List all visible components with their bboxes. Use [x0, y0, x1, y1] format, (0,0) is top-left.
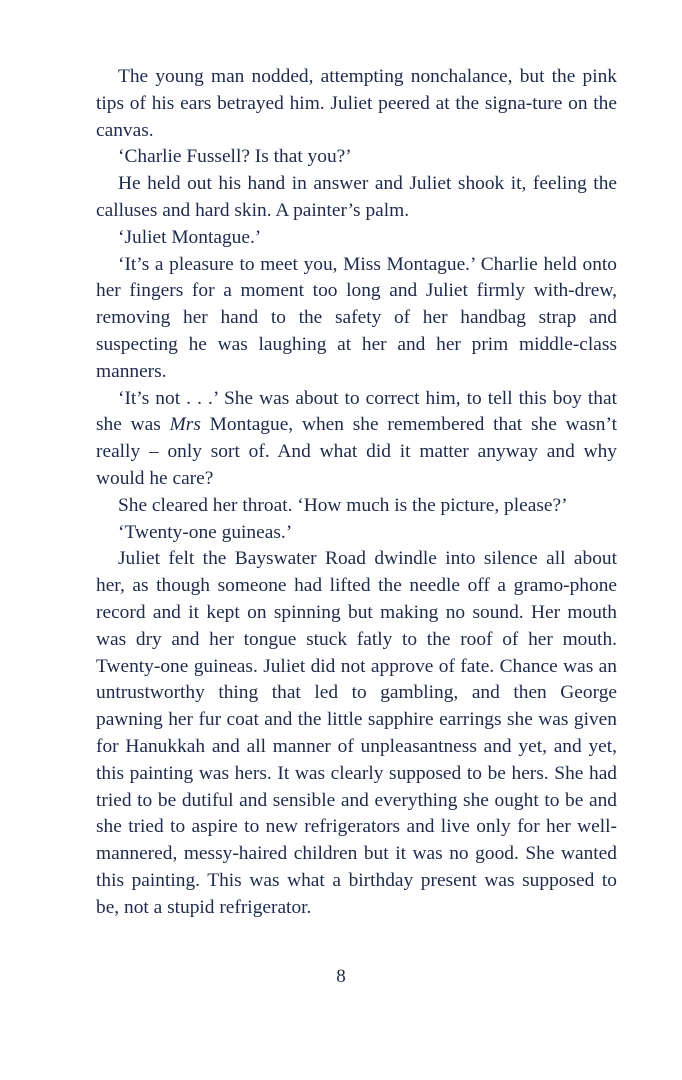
page-number: 8: [336, 966, 346, 987]
body-text: [96, 64, 617, 922]
paragraph-text: Montague, when she remembered that she wasn’t really – only sort of. And what did it matter anyway and why would he care?: [96, 414, 618, 489]
paragraph: [96, 386, 617, 493]
paragraph: ‘Charlie Fussell? Is that you?’: [118, 146, 352, 168]
paragraph: She cleared her throat. ‘How much is the picture, please?’: [118, 494, 568, 516]
paragraph: Juliet felt the Bayswater Road dwindle into silence all about her, as though someone had lifted the needle off a gramo-phone record and it kept on spinning but making no sound. Her mouth was dry and her tongue stuck fatly to the roof of her mouth. Twenty-one guineas. Juliet did not approve of fate. Chance was an untrustworthy thing that led to gambling, and then George pawning her fur coat and the little sapphire earrings she was given for Hanukkah and all manner of unpleasantness and yet, and yet, this painting was hers. It was clearly supposed to be hers. She had tried to be dutiful and sensible and everything she ought to be and she tried to aspire to new refrigerators and live only for her well-mannered, messy-haired children but it was no good. She wanted this painting. This was what a birthday present was supposed to be, not a stupid refrigerator.: [96, 548, 617, 918]
paragraph: ‘Juliet Montague.’: [118, 226, 262, 248]
paragraph: ‘It’s a pleasure to meet you, Miss Montague.’ Charlie held onto her fingers for a moment too long and Juliet firmly with-drew, removing her hand to the safety of her handbag strap and suspecting he was laughing at her and her prim middle-class manners.: [96, 253, 617, 382]
paragraph: ‘Twenty-one guineas.’: [118, 521, 293, 543]
paragraph: He held out his hand in answer and Juliet shook it, feeling the calluses and hard skin. A painter’s palm.: [96, 173, 617, 221]
paragraph-text: ‘It’s not . . .’ She was about to correct him, to tell this boy that she was: [96, 387, 617, 436]
paragraph: The young man nodded, attempting nonchalance, but the pink tips of his ears betrayed him. Juliet peered at the signa-ture on the canvas.: [96, 66, 617, 141]
emphasis-text: Mrs: [169, 414, 201, 436]
